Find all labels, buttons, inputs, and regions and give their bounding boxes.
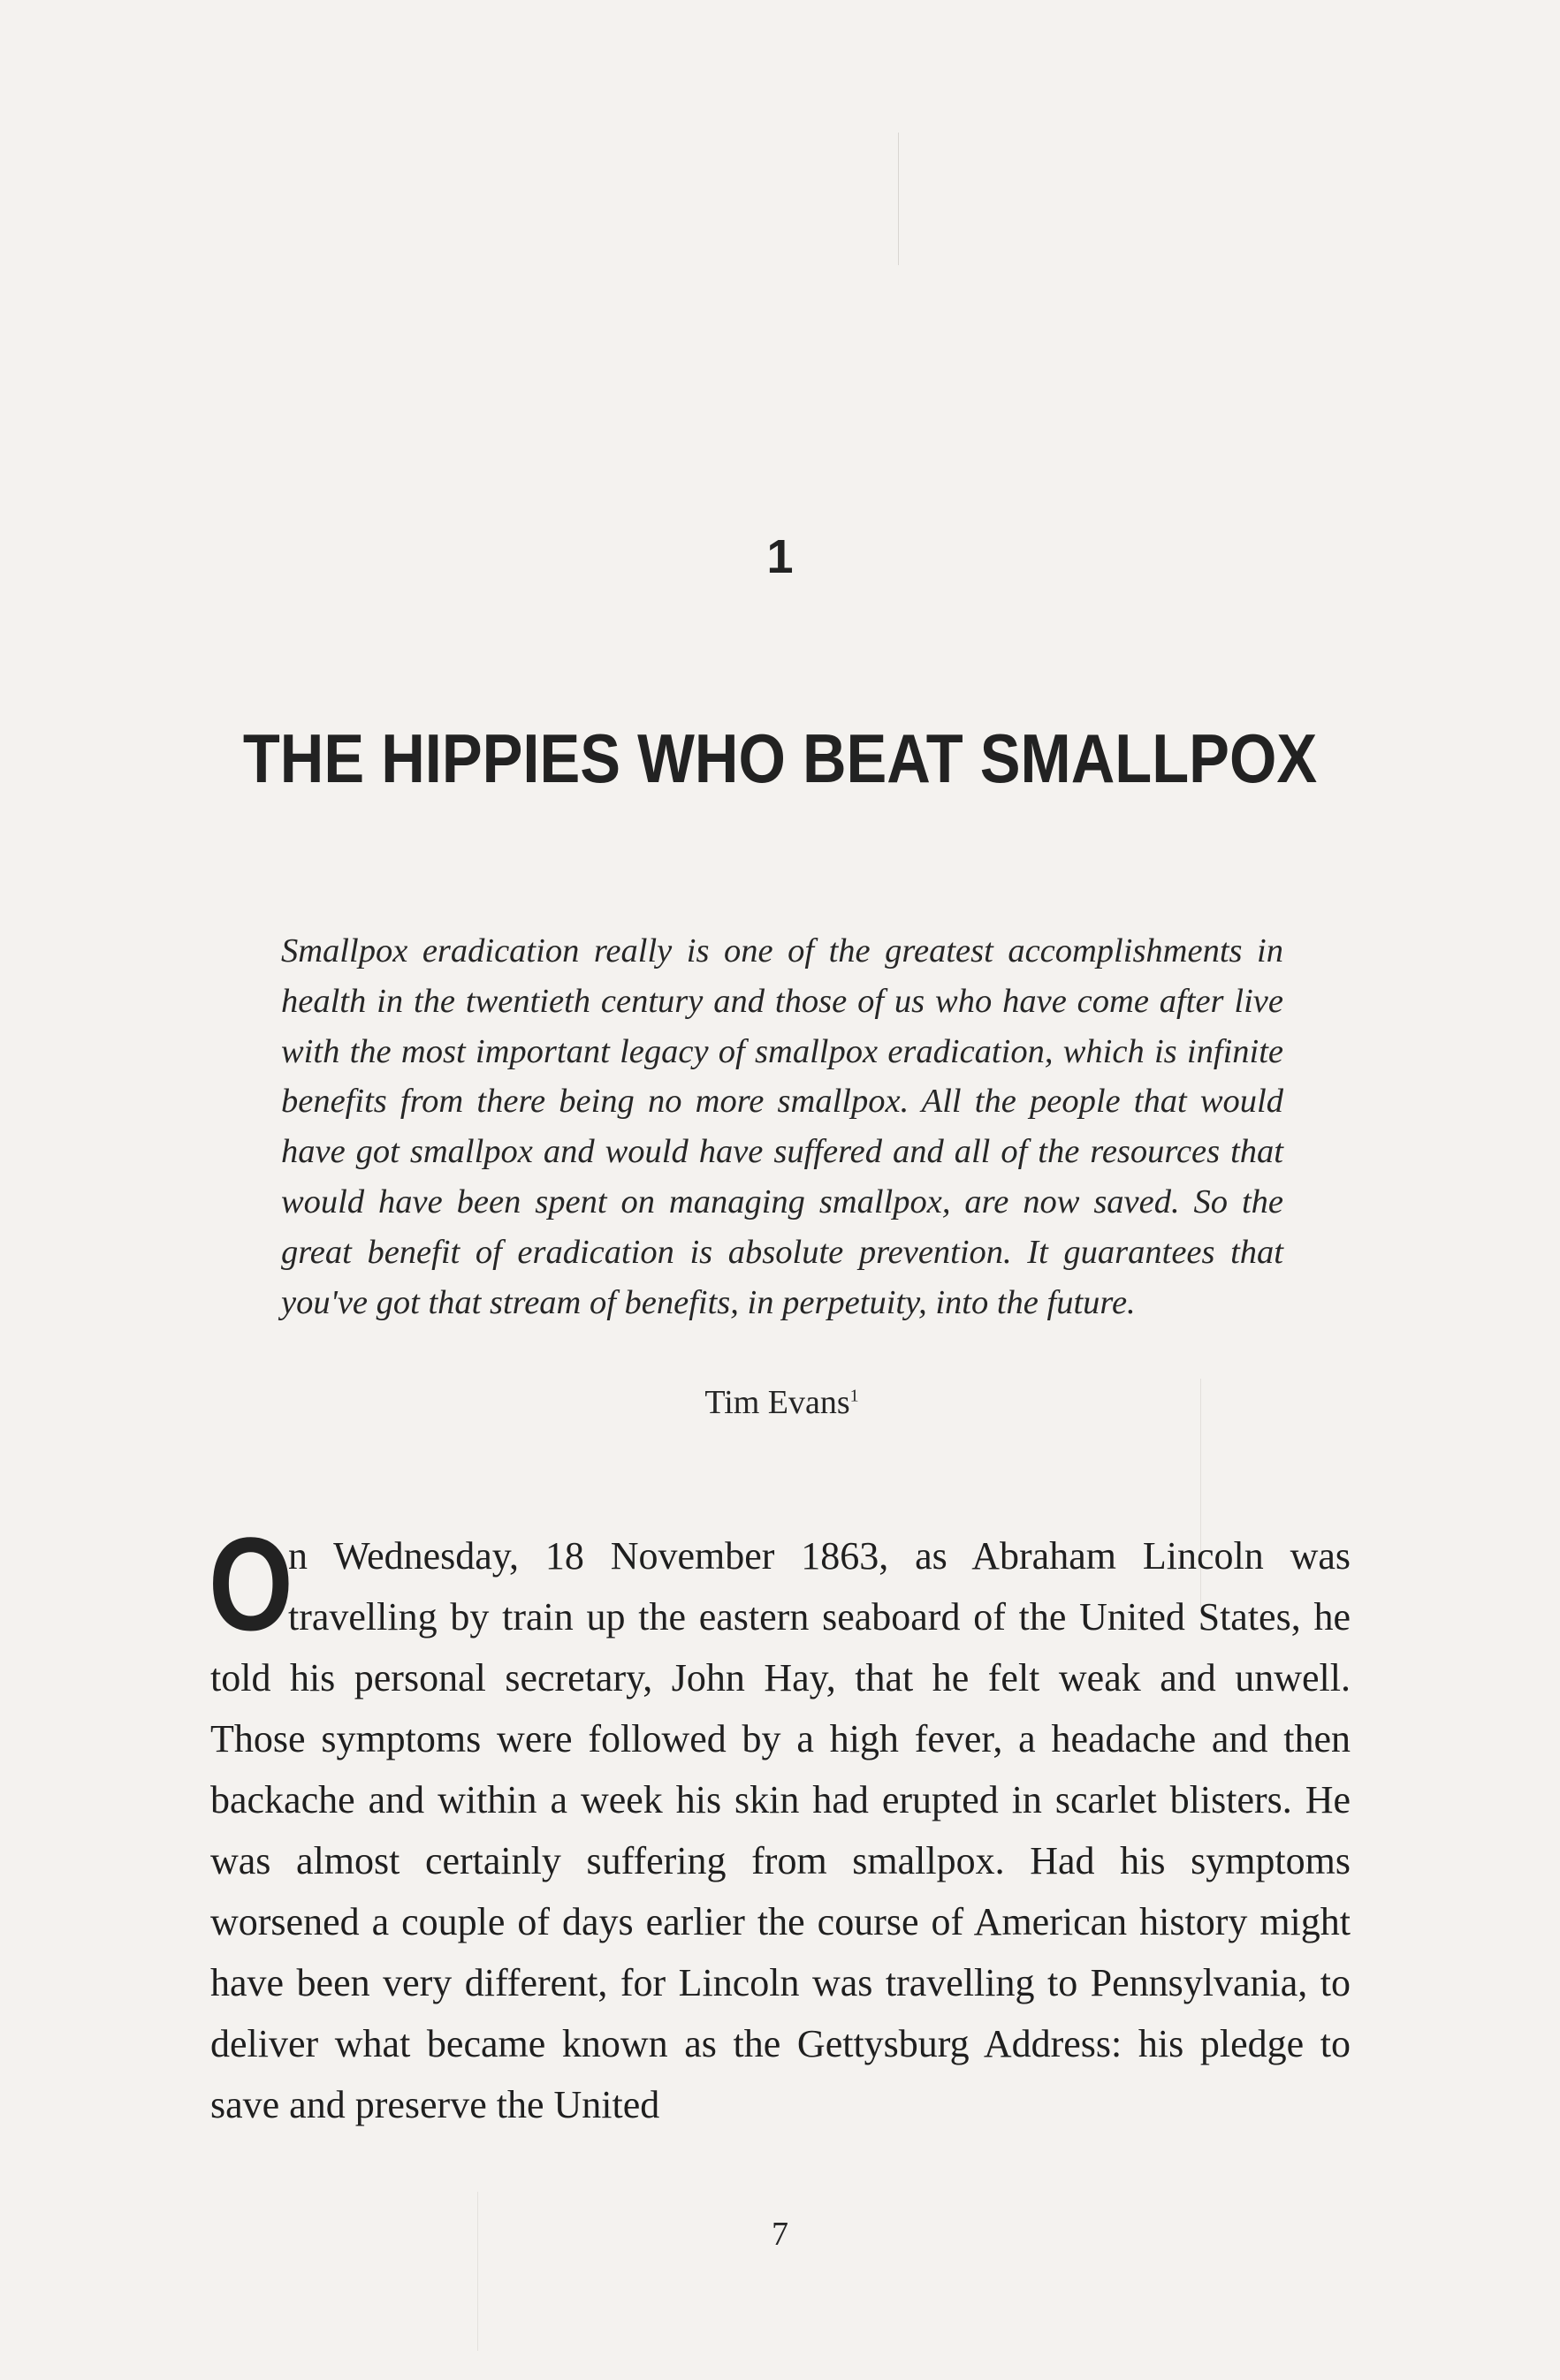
page-number: 7 bbox=[772, 2216, 788, 2253]
footnote-marker: 1 bbox=[849, 1386, 859, 1406]
attribution-name: Tim Evans bbox=[704, 1384, 850, 1421]
chapter-title: THE HIPPIES WHO BEAT SMALLPOX bbox=[242, 719, 1318, 797]
body-paragraph-text: n Wednesday, 18 November 1863, as Abraham Lincoln was travelling by train up the eastern seaboard of the United States, he told his personal secretary, John Hay, that he felt weak and unwell. Those symptoms were followed by a high fever, a headache and then backache and within a week his skin had erupted in scarlet blisters. He was almost certainly suffering from smallpox. Had his symptoms worsened a couple of days earlier the course of American history might have been very different, for Lincoln was travelling to Pennsylvania, to deliver what became known as the Gettysburg Address: his pledge to save and preserve the United bbox=[210, 1534, 1351, 2126]
epigraph-attribution bbox=[0, 1381, 1560, 1424]
body-paragraph bbox=[209, 1509, 1351, 2135]
epigraph-quote: Smallpox eradication really is one of the greatest accomplishments in health in the twentieth century and those of us who have come after live with the most important legacy of smallpox eradication, which is infinite benefits from there being no more smallpox. All the people that would have got smallpox and would have suffered and all of the resources that would have been spent on managing smallpox, are now saved. So the great benefit of eradication is absolute prevention. It guarantees that you've got that stream of benefits, in perpetuity, into the future. bbox=[281, 932, 1283, 1321]
drop-cap: O bbox=[209, 1509, 293, 1658]
chapter-number: 1 bbox=[766, 530, 794, 583]
scan-artifact-line bbox=[898, 133, 899, 265]
